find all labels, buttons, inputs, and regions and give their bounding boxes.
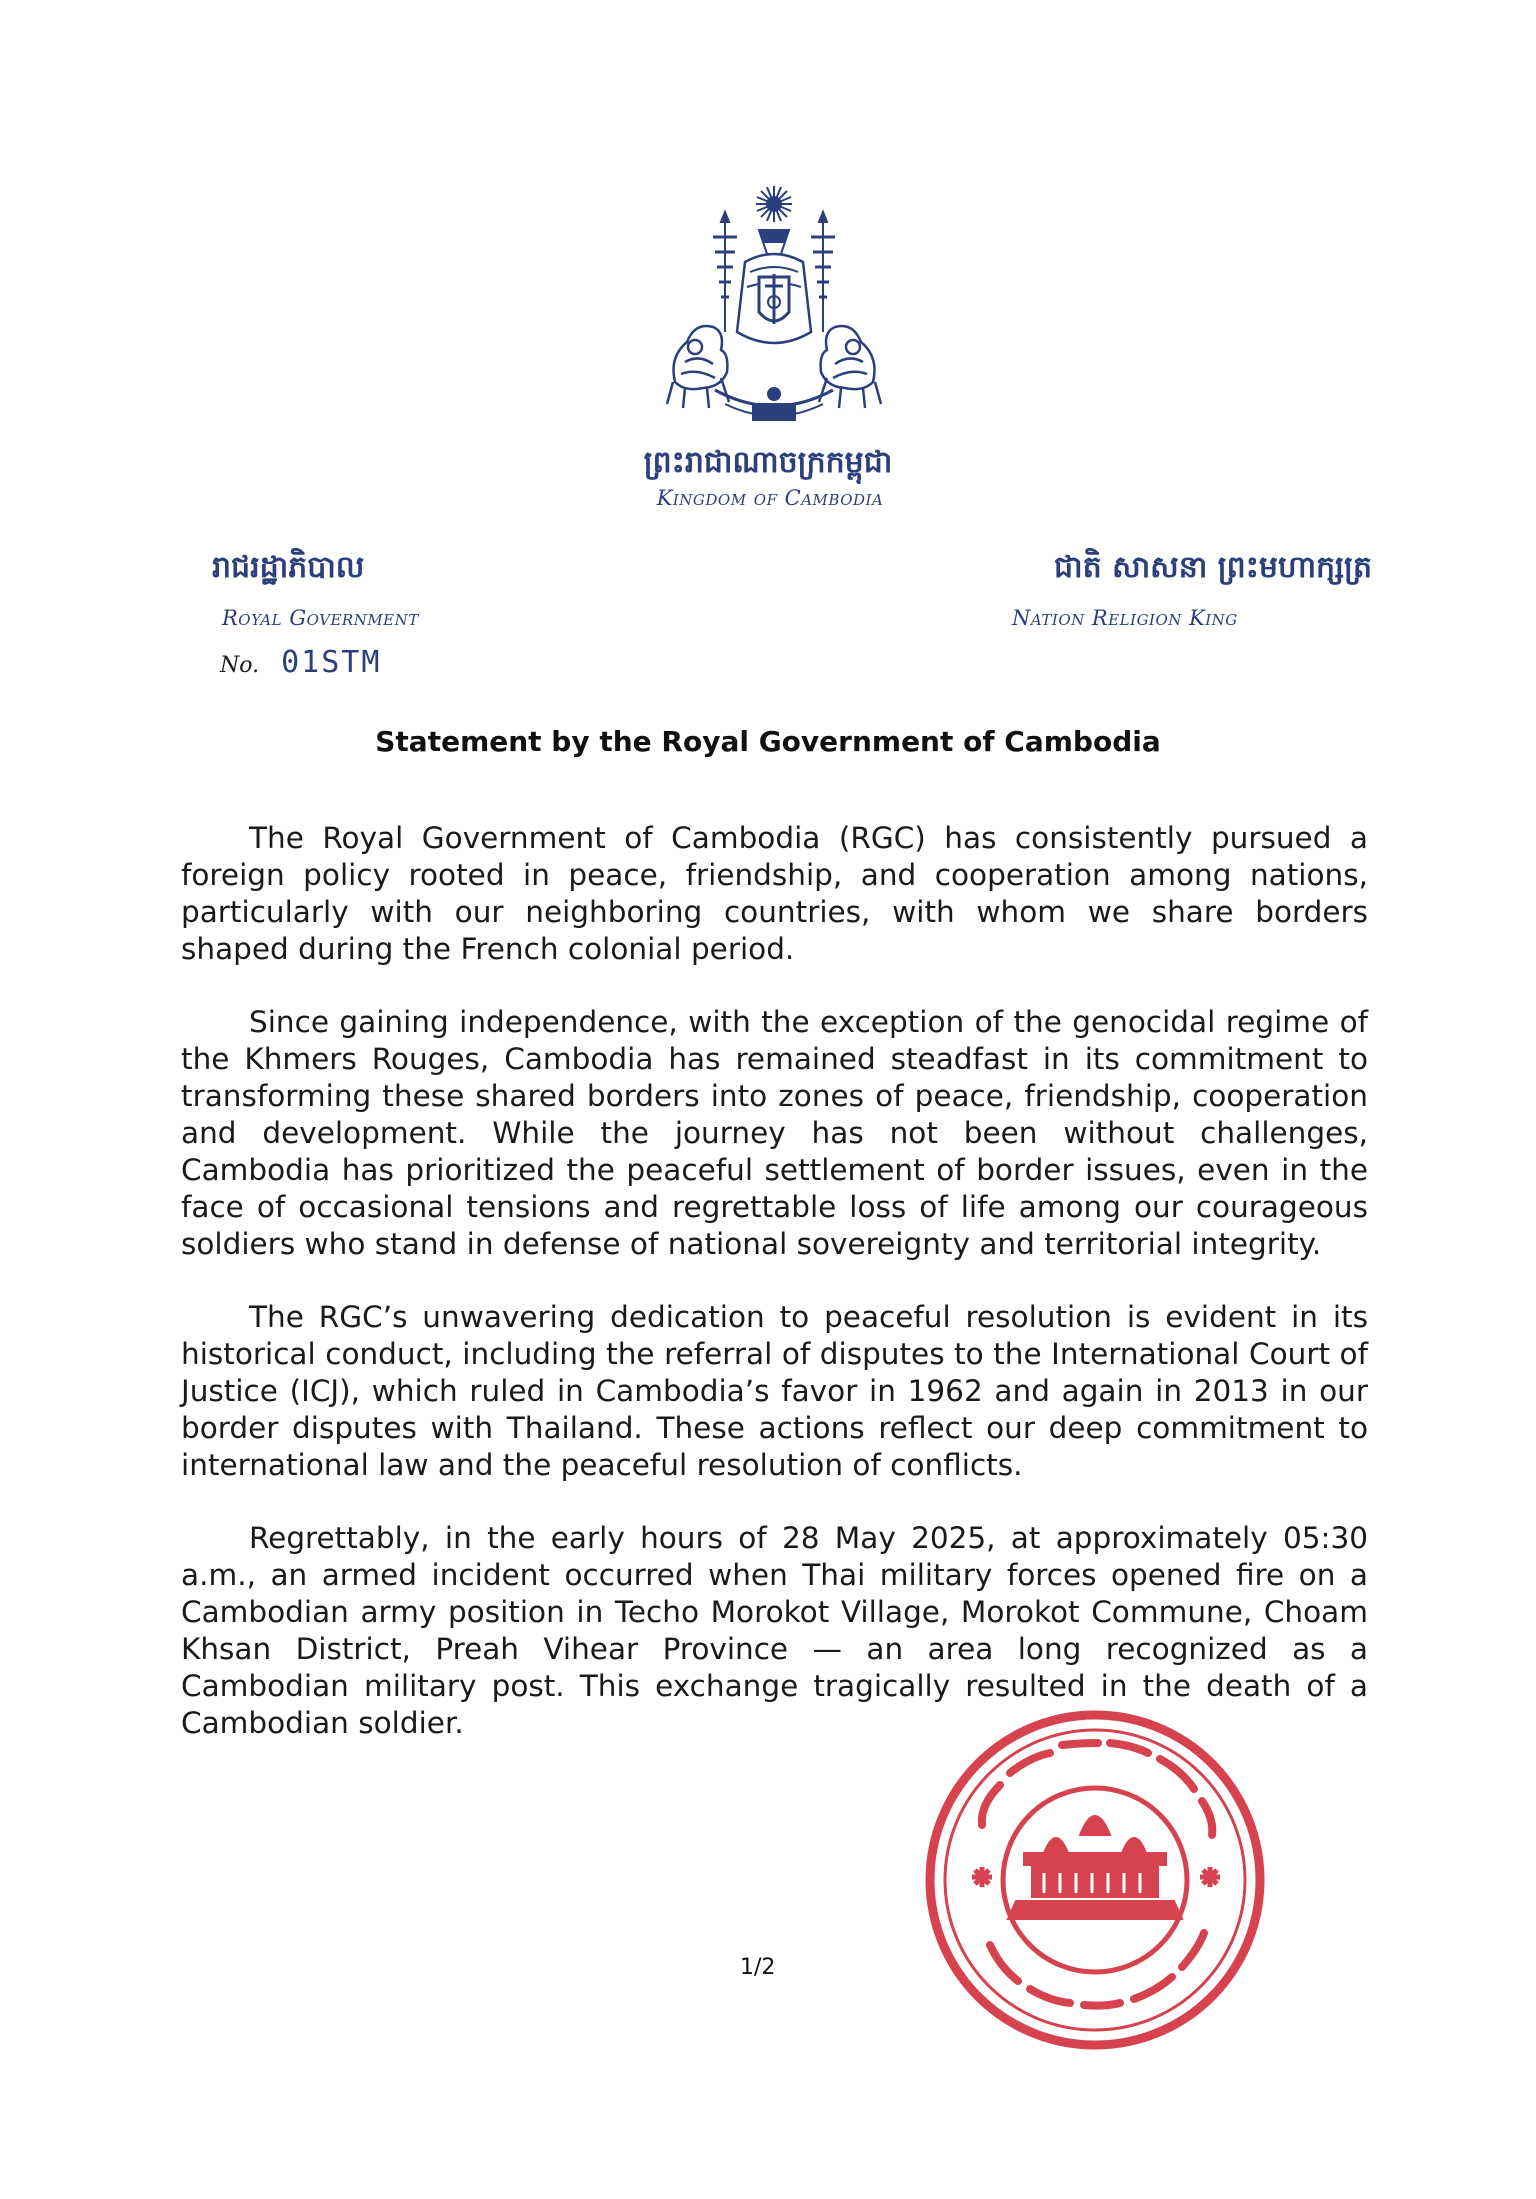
paragraph-1: The Royal Government of Cambodia (RGC) has consistently pursued a foreign policy rooted in peace, friendship, and cooperation among nations, particularly with our neighboring countries, with whom we share borders shaped during the French colonial period. xyxy=(181,821,1368,966)
document-number xyxy=(220,645,381,680)
government-english-text: Royal Government xyxy=(222,606,419,630)
page-number: 1/2 xyxy=(740,1955,776,1980)
kingdom-khmer-text xyxy=(548,438,988,484)
motto-khmer-text xyxy=(932,545,1372,589)
svg-text:ជាតិ សាសនា ព្រះមហាក្សត្រ: ជាតិ សាសនា ព្រះមហាក្សត្រ xyxy=(1054,550,1372,585)
paragraph-3: The RGC’s unwavering dedication to peaceful resolution is evident in its historical conduct, including the referral of disputes to the International Court of Justice (ICJ), which ruled in Cambodia’s favor in 1962 and again in 2013 in our border disputes with Thailand. These actions reflect our deep commitment to international law and the peaceful resolution of conflicts. xyxy=(181,1300,1368,1482)
svg-text:រាជរដ្ឋាភិបាល: រាជរដ្ឋាភិបាល xyxy=(212,550,365,585)
royal-crest-icon xyxy=(655,182,893,430)
svg-text:ព្រះរាជាណាចក្រកម្ពុជា: ព្រះរាជាណាចក្រកម្ពុជា xyxy=(643,445,893,480)
paragraph-4: Regrettably, in the early hours of 28 May 2025, at approximately 05:30 a.m., an armed incident occurred when Thai military forces opened fire on a Cambodian army position in Techo Morokot Village, Morokot Commune, Choam Khsan District, Preah Vihear Province — an area long recognized as a Cambodian military post. This exchange tragically resulted in the death of a Cambodian soldier. xyxy=(181,1521,1368,1740)
number-label: No. xyxy=(220,653,260,678)
kingdom-english-text: Kingdom of Cambodia xyxy=(656,486,884,510)
statement-body xyxy=(181,820,1368,1778)
government-khmer-text xyxy=(212,545,462,589)
statement-title: Statement by the Royal Government of Cambodia xyxy=(375,725,1161,758)
motto-english-text: Nation Religion King xyxy=(1012,606,1238,630)
paragraph-2: Since gaining independence, with the exception of the genocidal regime of the Khmers Rouges, Cambodia has remained steadfast in its commitment to transforming these shared borders into zones of peace, friendship, cooperation and development. While the journey has not been without challenges, Cambodia has prioritized the peaceful settlement of border issues, even in the face of occasional tensions and regrettable loss of life among our courageous soldiers who stand in defense of national sovereignty and territorial integrity. xyxy=(181,1005,1368,1261)
number-value-handwritten: 01STM xyxy=(281,645,382,680)
official-seal-icon xyxy=(920,1705,1270,2055)
